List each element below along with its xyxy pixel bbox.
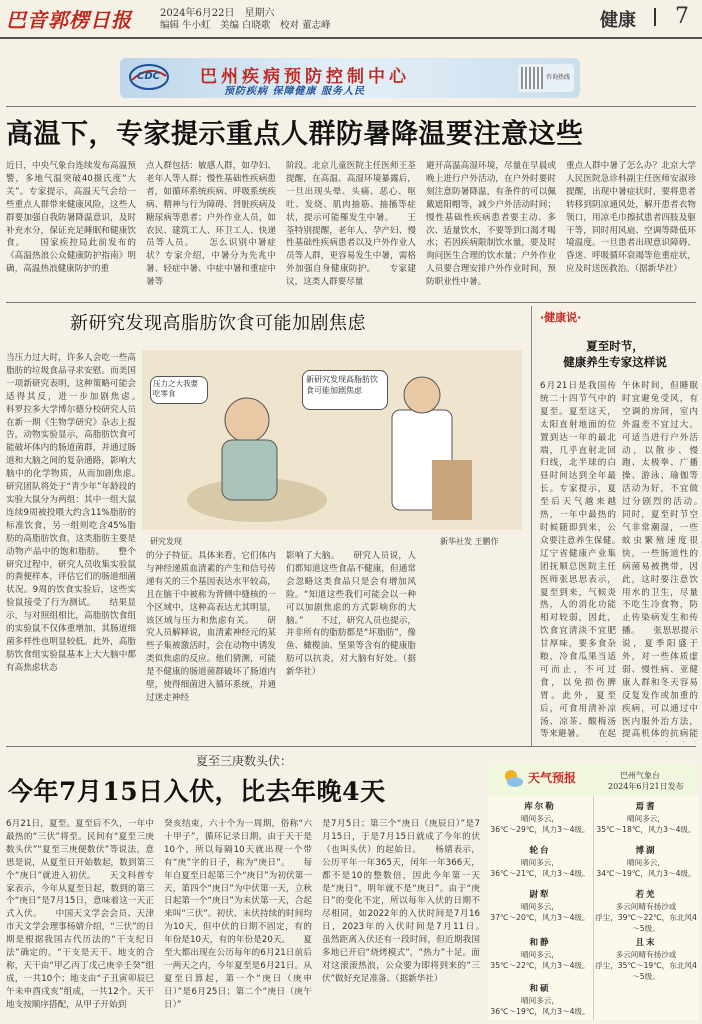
banner-title: 巴州疾病预防控制中心 (200, 67, 410, 87)
weather-city-line1: 多云间晴有扬沙或 (615, 950, 677, 959)
weather-city-line2: 35℃～18℃，风力3～4级。 (596, 825, 696, 834)
sidebar-column-title: ·健康说· (540, 311, 582, 324)
weather-city-line1: 晴间多云， (521, 996, 559, 1005)
weather-forecast-box (488, 764, 698, 1020)
article1-col-3: 阶段。北京儿童医院主任医师王荃提醒，在高温、高湿环境暴露后，一旦出现头晕、头痛、恶心、呕吐、发烧、肌肉抽筋、抽搐等症状，提示可能罹发生中暑。 王荃特别提醒，老年人、孕产妇、慢性基础性疾病患者以及户外作业人员等人群，更容易发生中暑，需格外加强自身健康防护。 专家建议，这类人群要尽量 (286, 161, 416, 288)
weather-city-line1: 晴间多云， (521, 814, 559, 823)
cdc-logo-icon (128, 62, 170, 92)
weather-city-name: 焉耆 (635, 802, 657, 812)
article2-illustration (142, 350, 522, 530)
weather-grid (488, 796, 698, 1020)
article1-col-1: 近日，中央气象台连续发布高温预警，多地气温突破40摄氏度“大关”。专家提示，高温天气会给一些重点人群带来健康风险，这些人群要加强自我防暑降温意识，及时补充水分，保证充足睡眠和健康饮食。 国家疾控局此前发布的《高温热浪公众健康防护指南》明确，高温热浪健康防护的重 (6, 161, 136, 275)
sidebar-headline-line1: 夏至时节， (586, 339, 644, 353)
section-divider (654, 8, 656, 26)
banner-slogan: 预防疾病 保障健康 服务人民 (224, 86, 365, 97)
weather-city-name: 若羌 (635, 890, 657, 900)
article3-col-2: 癸亥结束，六十个为一周期，俗称“六十甲子”，循环记录日期。由于天干是10个，所以每隔10天就出现一个带有“庚”字的日子，称为“庚日”。 每年自夏至日起第三个“庚日”为初伏第一天，第四个“庚日”为中伏第一天，立秋日起第一个“庚日”为末伏第一天，合起来叫“三伏”。初伏、末伏持续的时间均为10天，但中伏的日期不固定，有的年份是10天，有的年份是20天。 夏至大都出现在公历每年的6月21日前后一两天之内，今年夏至是6月21日。从夏至日算起，第一个“庚日（庚申日）”是6月25日；第二个“庚日（庚午日）” (164, 819, 312, 1010)
article3-col-1: 6月21日，夏至。夏至后不久，一年中最热的“三伏”将至。民间有“夏至三庚数头伏”“夏至三庚便数伏”等说法，意思是说，从夏至日开始数起，数到第三个“庚日”就进入初伏。 天文科普专家表示，今年从夏至日起，数到的第三个“庚日”是7月15日，意味着这一天正式入伏。 中国天文学会会员、天津市天文学会理事杨婧介绍，“三伏”的日期是根据我国古代历法的“干支纪日法”确定的。“干支是天干、地支的合称，天干由“甲乙丙丁戊己庚辛壬癸”组成，一共10个；地支由“子丑寅卯辰巳午未申酉戌亥”组成，一共12个。天干地支按顺序搭配，从甲子开始到 (6, 819, 154, 1010)
weather-city-name: 和静 (529, 938, 551, 948)
article1-headline: 高温下，专家提示重点人群防暑降温要注意这些 (6, 119, 584, 150)
rule-top-article1 (6, 106, 696, 107)
article2-headline: 新研究发现高脂肪饮食可能加剧焦虑 (70, 313, 366, 334)
editors-line: 编辑 牛小虹 美编 白晓歌 校对 董志峰 (160, 20, 331, 31)
weather-city-line2: 36℃～21℃，风力3～4级。 (490, 869, 590, 878)
weather-city-name: 且末 (635, 938, 657, 948)
article3-kicker: 夏至三庚数头伏： (196, 754, 293, 768)
weather-city-line1: 晴间多云， (627, 814, 665, 823)
section-name: 健康 (600, 10, 636, 31)
article2-col-2: 的分子特征。具体来看，它们体内与神经递质血清素的产生和信号传递有关的三个基因表达水平较高，且在脑干中被称为背侧中缝核的一个区域中，这种高表达尤其明显，该区域与压力和焦虑有关。 研究人员解释说，血清素神经元的某些子集被激活时，会在动物中诱发类似焦虑的反应。他们猜测，可能是不健康的肠道菌群破坏了肠道内壁，使得细菌进入循环系统，并通过迷走神经 (146, 551, 276, 703)
weather-city-name: 库尔勒 (524, 802, 556, 812)
article1-col-2: 点人群包括：敏感人群，如孕妇、老年人等人群；慢性基础性疾病患者，如循环系统疾病、呼吸系统疾病、精神与行为障碍、肾脏疾病及糖尿病等患者；户外作业人员，如农民、建筑工人、环卫工人、快递员等人员。 怎么识别中暑症状？专家介绍，中暑分为先兆中暑、轻症中暑、中症中暑和重症中暑等 (146, 161, 276, 288)
issue-date: 2024年6月22日 星期六 (160, 8, 275, 19)
illustration-caption-left: 研究发现 (150, 537, 182, 546)
sidebar-headline (540, 338, 690, 370)
speech-bubble-snack: 压力之大我要吃零食 (150, 376, 208, 404)
weather-city-name: 和硕 (529, 984, 551, 994)
weather-city-line2: 36℃～19℃，风力3～4级。 (490, 1007, 590, 1016)
sidebar-col-1: 6月21日是我国传统二十四节气中的夏至。夏至这天，太阳直射地面的位置到达一年的最北端，几乎直射北回归线，北半球的白昼时间达到全年最长。专家提示，夏至后天气越来越热，一年中最热的时候随即到来，公众要注意养生保健。 辽宁省健康产业集团抚顺总医院主任医师张思思表示，夏至到来，气候炎热，人的消化功能相对较弱，因此，饮食宜清淡不宜肥甘厚味，要多食杂粮，冷食瓜果当适可而止，不可过食，以免损伤脾胃。此外，夏至后，可食用清补凉汤、凉茶、酸梅汤等来避暑。 在起 (540, 381, 616, 740)
phone-label: 咨询热线 (546, 74, 571, 81)
sidebar-col-2: 午休时间，但睡眠时宜避免受风，有空调的房间，室内外温差不宜过大。可适当进行户外活动，以散步、慢跑、太极拳、广播操、游泳、瑜伽等活动为好，不宜做过分剧烈的活动。 同时，夏至时节空气非常潮湿，一些蚊虫繁殖速度很快，一些肠道性的病菌易被携带，因此，这时要注意饮用水的卫生，尽量不吃生冷食物，防止传染病发生和传播。 张思思提示说，夏季阳盛于外，对一些体质虚弱、慢性病、亚健康人群和冬天容易反复发作或加重的疾病，可以通过中医内服外治方法，提高机体的抗病能 (622, 381, 698, 740)
article3-col-3: 是7月5日；第三个“庚日（庚辰日）”是7月15日，于是7月15日就成了今年的伏（也叫头伏）的起始日。 杨婧表示，公历平年一年365天，闰年一年366天，都不是10的整数倍，因此今年第一天是“庚日”，明年就不是“庚日”。由于“庚日”的变化不定，所以每年入伏的日期不尽相同，如2022年的入伏时间是7月16日，2023年的入伏时间是7月11日。 虽然距离入伏还有一段时间，但近期我国多地已开启“烧烤模式”，“热力”十足。面对这滚滚热浪，公众要为即将到来的“三伏”做好充足准备。（据新华社） (322, 819, 480, 984)
illustration-caption-right: 新华社发 王鹏作 (440, 537, 499, 546)
article2-col-3: 影响了大脑。 研究人员说，人们都知道这些食品不健康，但通常会忽略这类食品只是会有增加风险。“知道这些我们可能会以一种可以加剧焦虑的方式影响你的大脑。” 不过，研究人员也提示，并非所有的脂肪都是“坏脂肪”，像鱼、橄榄油、坚果等含有的健康脂肪可以抗炎，对大脑有好处。（据新华社） (286, 551, 416, 678)
newspaper-logo: 巴音郭楞日报 (6, 8, 132, 32)
sun-cloud-icon (502, 767, 524, 789)
weather-title: 天气预报 (528, 771, 577, 785)
masthead-rule (0, 37, 702, 39)
masthead (0, 0, 702, 38)
weather-city-line1: 晴间多云， (521, 858, 559, 867)
qr-code-icon (521, 67, 543, 89)
weather-city-line1: 晴间多云， (521, 902, 559, 911)
weather-city-name: 轮台 (529, 846, 551, 856)
rule-bottom-article1 (6, 302, 696, 303)
weather-city-line2: 浮尘，35℃～19℃，东北风4～5级。 (595, 961, 697, 981)
weather-city-line1: 多云间晴有扬沙或 (615, 902, 677, 911)
weather-date: 2024年6月21日发布 (608, 782, 684, 791)
weather-city-line2: 36℃～29℃，风力3～4级。 (490, 825, 590, 834)
weather-city-line2: 37℃～20℃，风力3～4级。 (490, 913, 590, 922)
article2-col-4-blank (426, 550, 526, 742)
rule-top-article3 (6, 746, 696, 747)
weather-city-name: 尉犁 (529, 890, 551, 900)
article1-col-4: 避开高温高湿环境，尽量在早晨或晚上进行户外活动，在户外时要时刻注意防暑降温，有条件的可以佩戴遮阳帽等，减少户外活动时间；慢性基础性疾病患者要主动、多次、适量饮水，不要等到口渴才喝水；若因疾病限制饮水量，要及时询问医生合理的饮水量；户外作业人员要合理安排户外作业时间，预防职业性中暑。 (426, 161, 556, 288)
speech-bubble-research: 新研究发现高脂肪饮食可能加剧焦虑 (302, 370, 388, 410)
article2-col-1: 当压力过大时，许多人会吃一些高脂肪的垃圾食品寻求安慰。而美国一项新研究表明，这种策略可能会适得其反，进一步加剧焦虑。 科罗拉多大学博尔德分校研究人员在新一期《生物学研究》杂志上报告，动物实验显示，高脂肪饮食可能破坏体内的肠道菌群，并通过肠道和大脑之间的复杂通路，影响大脑中的化学物质，从而加剧焦虑。 研究团队将处于“青少年”年龄段的实验大鼠分为两组：其中一组大鼠连续9周被投喂大约含11%脂肪的标准饮食，另一组则吃含45%脂肪的高脂肪饮食，这类脂肪主要是动物产品中的饱和脂肪。 整个研究过程中，研究人员收集实验鼠的粪便样本，评估它们的肠道细菌状况。9周的饮食实验后，这些实验鼠接受了行为测试。 结果显示，与对照组相比，高脂肪饮食组的实验鼠不仅体重增加，其肠道细菌多样性也明显较低。此外，高脂肪饮食组实验鼠基本上大大脑中都有高焦虑状态 (6, 353, 136, 673)
cdc-logo-text: CDC (137, 71, 160, 82)
article1-col-5: 重点人群中暑了怎么办？北京大学人民医院急诊科副主任医师安淑珍提醒，出现中暑症状时，要将患者转移到阴凉通风处，解开患者衣物领口，用凉毛巾擦拭患者四肢及躯干等，同时用风扇、空调等降低环境温度。一旦患者出现意识障碍、昏迷、呼吸循环衰竭等危重症状，应及时送医救治。（据新华社） (566, 161, 696, 275)
phone-qr-box (518, 64, 574, 92)
weather-city-line2: 浮尘，39℃～22℃，东北风4～5级。 (595, 913, 697, 933)
weather-dept: 巴州气象台 (620, 771, 660, 780)
sidebar-divider (531, 306, 532, 746)
weather-city-line1: 晴间多云， (521, 950, 559, 959)
weather-city-line1: 晴间多云， (627, 858, 665, 867)
cdc-banner (120, 58, 580, 98)
sidebar-headline-line2: 健康养生专家这样说 (563, 355, 667, 369)
weather-city-line2: 34℃～19℃，风力3～4级。 (596, 869, 696, 878)
weather-city-name: 博湖 (635, 846, 657, 856)
article3-headline: 今年7月15日入伏，比去年晚4天 (8, 777, 386, 806)
weather-city-line2: 35℃～22℃，风力3～4级。 (490, 961, 590, 970)
page-number: 7 (675, 4, 689, 29)
